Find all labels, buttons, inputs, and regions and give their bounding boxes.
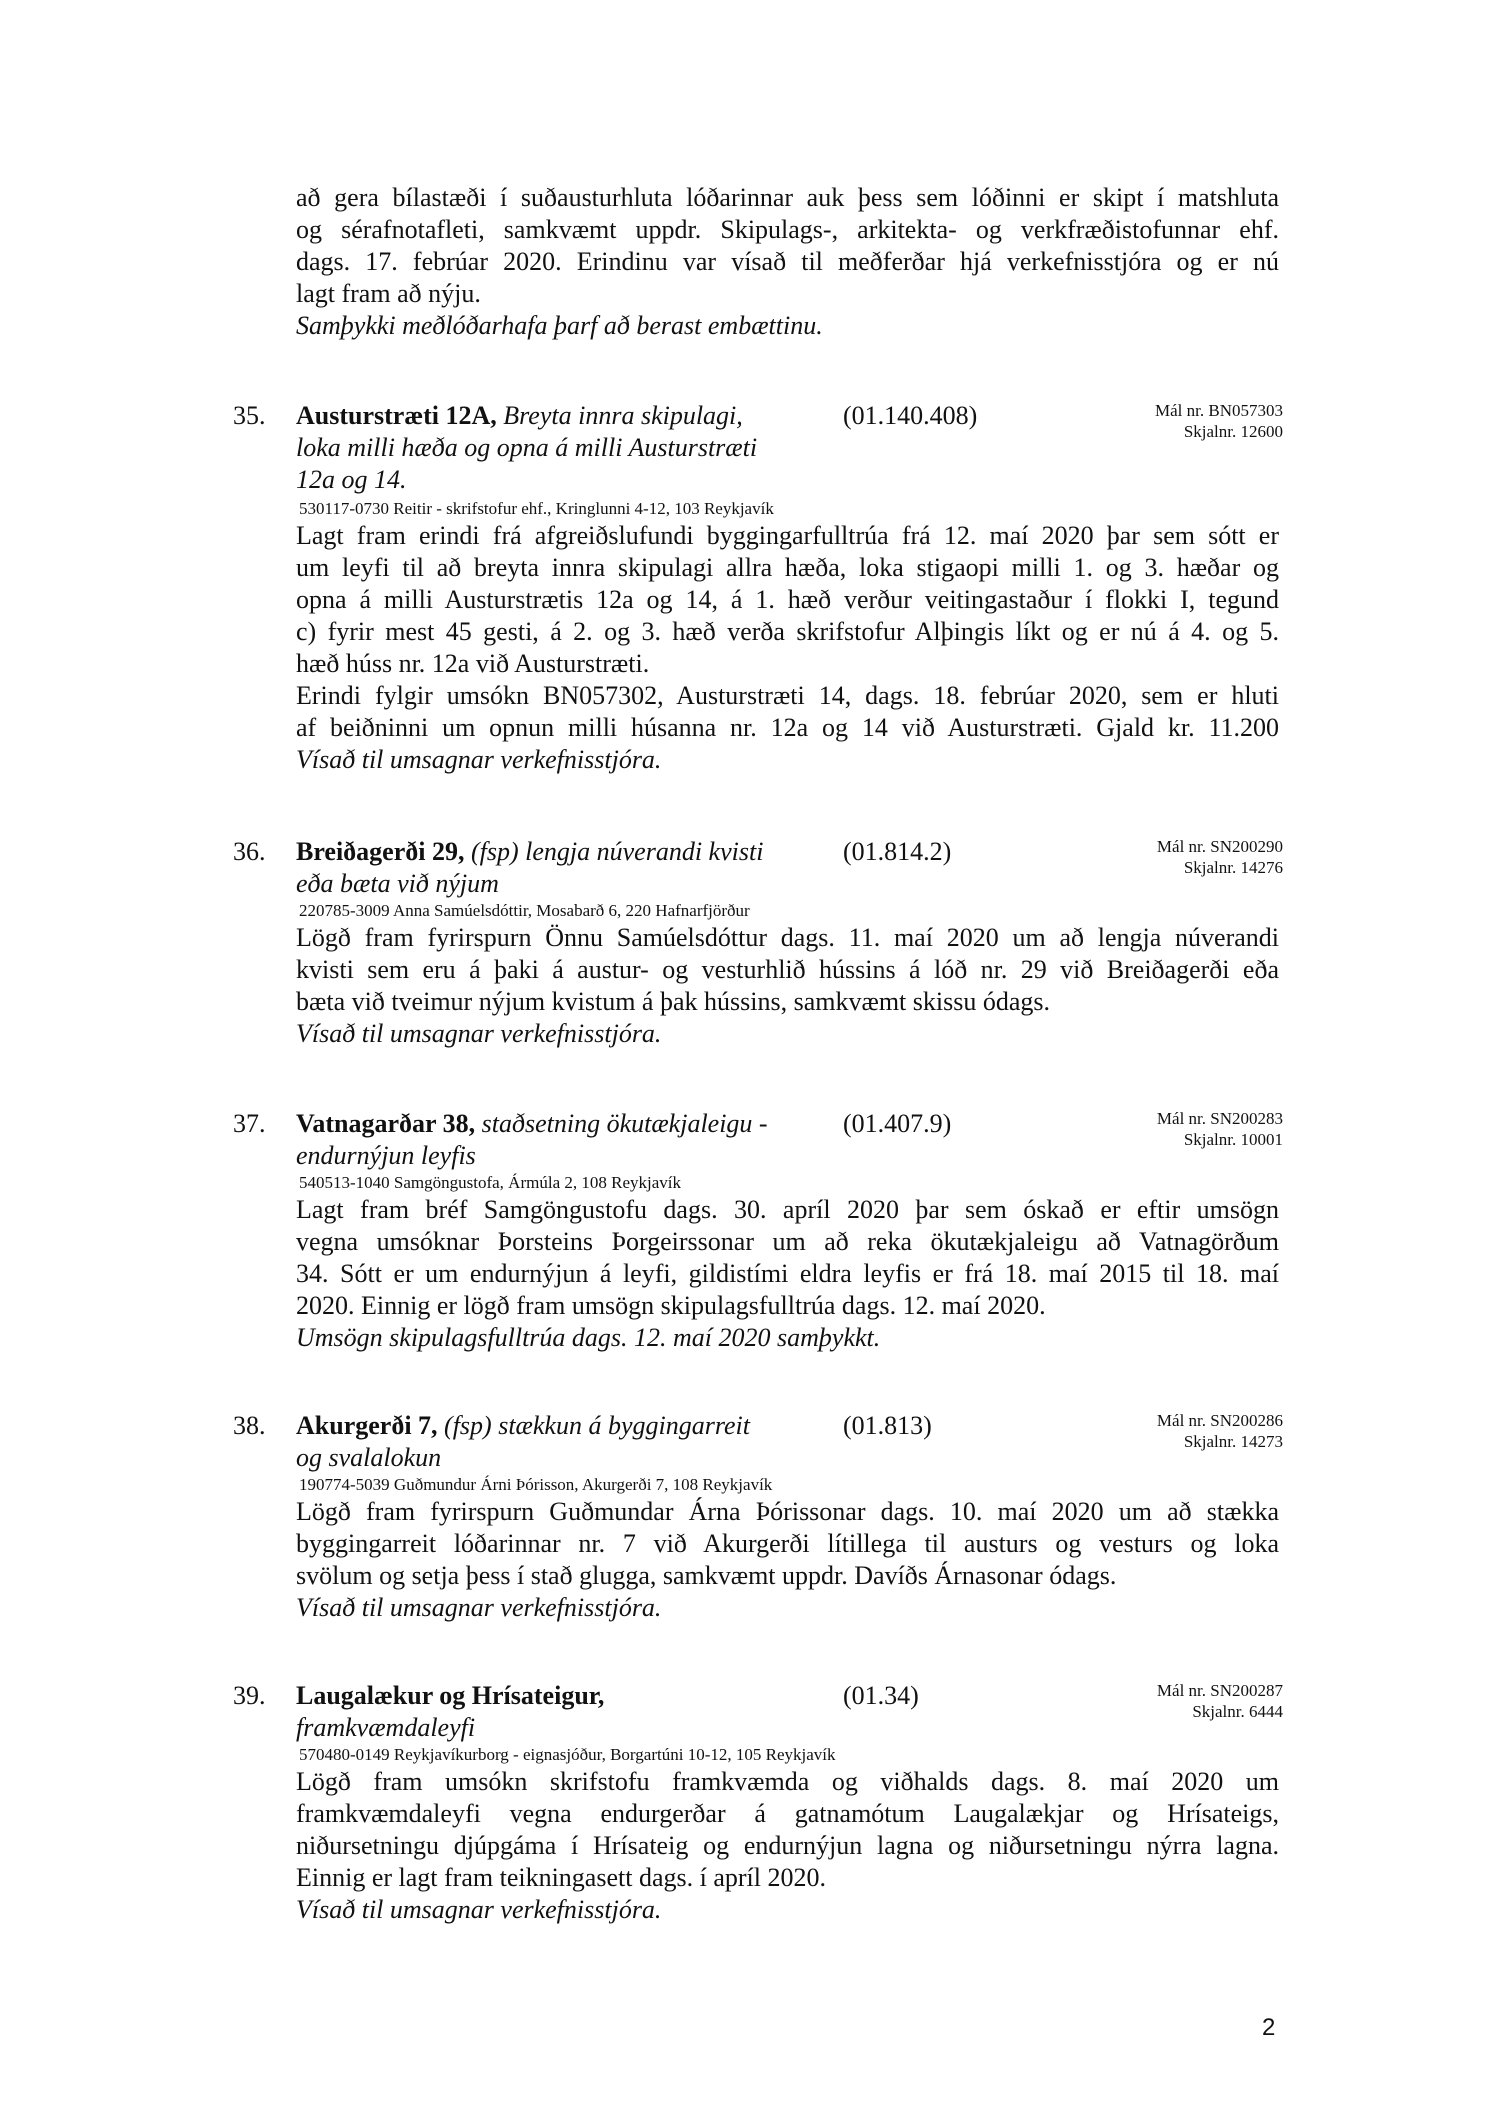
- body-line: Lagt fram bréf Samgöngustofu dags. 30. apríl 2020 þar sem óskað er eftir umsögn: [296, 1195, 1279, 1224]
- item-number: 38.: [233, 1411, 266, 1440]
- item-title: [296, 1410, 816, 1474]
- item-number: 35.: [233, 401, 266, 430]
- item-reference: [1157, 836, 1283, 878]
- case-number: Mál nr. SN200286: [1156, 1411, 1283, 1430]
- body-line: niðursetningu djúpgáma í Hrísateig og endurnýjun lagna og niðursetningu nýrra lagna.: [296, 1831, 1279, 1860]
- item-subject-line: framkvæmdaleyfi: [296, 1713, 476, 1742]
- item-code: (01.813): [843, 1411, 932, 1440]
- body-line: bæta við tveimur nýjum kvistum á þak hússins, samkvæmt skissu ódags.: [296, 987, 1050, 1016]
- item-subject-line: 12a og 14.: [296, 465, 407, 494]
- case-number: Mál nr. SN200283: [1156, 1109, 1283, 1128]
- item-body: [296, 1496, 1279, 1624]
- item-number: 39.: [233, 1681, 266, 1710]
- body-line: Lögð fram umsókn skrifstofu framkvæmda og viðhalds dags. 8. maí 2020 um: [296, 1767, 1279, 1796]
- body-line: Lagt fram erindi frá afgreiðslufundi byggingarfulltrúa frá 12. maí 2020 þar sem sótt er: [296, 521, 1279, 550]
- item-applicant: 220785-3009 Anna Samúelsdóttir, Mosabarð 6, 220 Hafnarfjörður: [299, 901, 750, 920]
- item-decision: Vísað til umsagnar verkefnisstjóra.: [296, 1895, 662, 1924]
- case-number: Mál nr. SN200287: [1156, 1681, 1283, 1700]
- intro-line: að gera bílastæði í suðausturhluta lóðarinnar auk þess sem lóðinni er skipt í matshluta: [296, 183, 1279, 212]
- file-number: Skjalnr. 14276: [1183, 858, 1283, 877]
- body-line: Lögð fram fyrirspurn Önnu Samúelsdóttur dags. 11. maí 2020 um að lengja núverandi: [296, 923, 1279, 952]
- item-reference: [1157, 1108, 1283, 1150]
- item-body: [296, 1766, 1279, 1926]
- file-number: Skjalnr. 12600: [1183, 422, 1283, 441]
- item-subject-line: staðsetning ökutækjaleigu -: [481, 1109, 768, 1138]
- body-line: af beiðninni um opnun milli húsanna nr. 12a og 14 við Austurstræti. Gjald kr. 11.200: [296, 713, 1279, 742]
- intro-decision: Samþykki meðlóðarhafa þarf að berast embættinu.: [296, 311, 823, 340]
- file-number: Skjalnr. 14273: [1183, 1432, 1283, 1451]
- body-line: 34. Sótt er um endurnýjun á leyfi, gildistími eldra leyfis er frá 18. maí 2015 til 18. maí: [296, 1259, 1279, 1288]
- body-line: hæð húss nr. 12a við Austurstræti.: [296, 649, 650, 678]
- page-number: 2: [1262, 2014, 1276, 2041]
- item-address: Akurgerði 7,: [296, 1411, 438, 1440]
- body-line: svölum og setja þess í stað glugga, samkvæmt uppdr. Davíðs Árnasonar ódags.: [296, 1561, 1117, 1590]
- case-number: Mál nr. SN200290: [1156, 837, 1283, 856]
- item-title: [296, 1108, 816, 1172]
- item-decision: Vísað til umsagnar verkefnisstjóra.: [296, 1593, 662, 1622]
- item-subject-line: (fsp) lengja núverandi kvisti: [470, 837, 764, 866]
- item-code: (01.140.408): [843, 401, 978, 430]
- item-body: [296, 922, 1279, 1050]
- item-subject-line: endurnýjun leyfis: [296, 1141, 476, 1170]
- body-line: vegna umsóknar Þorsteins Þorgeirssonar um að reka ökutækjaleigu að Vatnagörðum: [296, 1227, 1279, 1256]
- body-line: opna á milli Austurstrætis 12a og 14, á 1. hæð verður veitingastaður í flokki I, tegund: [296, 585, 1279, 614]
- file-number: Skjalnr. 6444: [1192, 1702, 1283, 1721]
- item-body: [296, 520, 1279, 776]
- item-code: (01.407.9): [843, 1109, 952, 1138]
- item-applicant: 540513-1040 Samgöngustofa, Ármúla 2, 108 Reykjavík: [299, 1173, 681, 1192]
- item-number: 36.: [233, 837, 266, 866]
- body-line: kvisti sem eru á þaki á austur- og vesturhlið hússins á lóð nr. 29 við Breiðagerði eða: [296, 955, 1279, 984]
- item-reference: [1157, 1680, 1283, 1722]
- item-applicant: 570480-0149 Reykjavíkurborg - eignasjóður, Borgartúni 10-12, 105 Reykjavík: [299, 1745, 836, 1764]
- item-decision: Umsögn skipulagsfulltrúa dags. 12. maí 2020 samþykkt.: [296, 1323, 881, 1352]
- item-subject-line: loka milli hæða og opna á milli Austurstræti: [296, 433, 758, 462]
- item-number: 37.: [233, 1109, 266, 1138]
- item-code: (01.34): [843, 1681, 919, 1710]
- item-subject-line: Breyta innra skipulagi,: [503, 401, 743, 430]
- item-reference: [1155, 400, 1283, 442]
- item-subject-line: og svalalokun: [296, 1443, 442, 1472]
- file-number: Skjalnr. 10001: [1183, 1130, 1283, 1149]
- body-line: Lögð fram fyrirspurn Guðmundar Árna Þórissonar dags. 10. maí 2020 um að stækka: [296, 1497, 1279, 1526]
- item-subject-line: (fsp) stækkun á byggingarreit: [444, 1411, 750, 1440]
- intro-line: dags. 17. febrúar 2020. Erindinu var vísað til meðferðar hjá verkefnisstjóra og er nú: [296, 247, 1279, 276]
- case-number: Mál nr. BN057303: [1155, 401, 1283, 420]
- item-address: Breiðagerði 29,: [296, 837, 465, 866]
- item-reference: [1157, 1410, 1283, 1452]
- item-title: [296, 1680, 816, 1744]
- body-line: um leyfi til að breyta innra skipulagi allra hæða, loka stigaopi milli 1. og 3. hæðar og: [296, 553, 1279, 582]
- item-address: Austurstræti 12A,: [296, 401, 497, 430]
- body-line: 2020. Einnig er lögð fram umsögn skipulagsfulltrúa dags. 12. maí 2020.: [296, 1291, 1046, 1320]
- item-decision: Vísað til umsagnar verkefnisstjóra.: [296, 745, 662, 774]
- item-body: [296, 1194, 1279, 1354]
- intro-line: lagt fram að nýju.: [296, 279, 481, 308]
- body-line: Erindi fylgir umsókn BN057302, Austurstræti 14, dags. 18. febrúar 2020, sem er hluti: [296, 681, 1279, 710]
- item-subject-line: eða bæta við nýjum: [296, 869, 499, 898]
- item-decision: Vísað til umsagnar verkefnisstjóra.: [296, 1019, 662, 1048]
- item-applicant: 190774-5039 Guðmundur Árni Þórisson, Akurgerði 7, 108 Reykjavík: [299, 1475, 773, 1494]
- intro-paragraph: [296, 182, 1279, 342]
- body-line: Einnig er lagt fram teikningasett dags. í apríl 2020.: [296, 1863, 826, 1892]
- body-line: framkvæmdaleyfi vegna endurgerðar á gatnamótum Laugalækjar og Hrísateigs,: [296, 1799, 1279, 1828]
- item-title: [296, 400, 816, 496]
- item-title: [296, 836, 816, 900]
- item-address: Vatnagarðar 38,: [296, 1109, 476, 1138]
- body-line: byggingarreit lóðarinnar nr. 7 við Akurgerði lítillega til austurs og vesturs og loka: [296, 1529, 1279, 1558]
- body-line: c) fyrir mest 45 gesti, á 2. og 3. hæð verða skrifstofur Alþingis líkt og er nú á 4. og 5.: [296, 617, 1279, 646]
- item-address: Laugalækur og Hrísateigur,: [296, 1681, 605, 1710]
- item-applicant: 530117-0730 Reitir - skrifstofur ehf., Kringlunni 4-12, 103 Reykjavík: [299, 499, 774, 518]
- intro-line: og sérafnotafleti, samkvæmt uppdr. Skipulags-, arkitekta- og verkfræðistofunnar ehf.: [296, 215, 1279, 244]
- item-code: (01.814.2): [843, 837, 952, 866]
